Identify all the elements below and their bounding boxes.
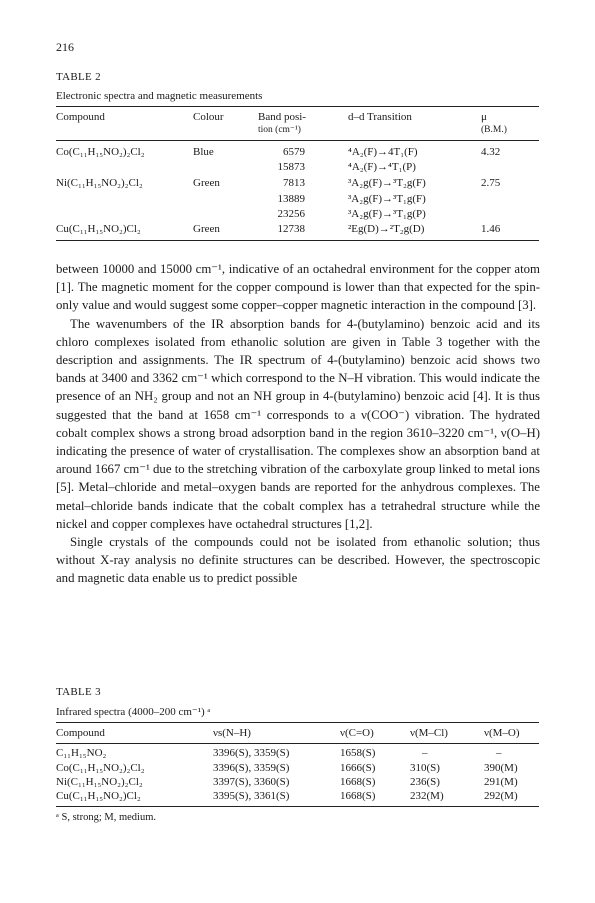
table3-row-3-co: 1668(S) <box>340 776 376 788</box>
table3-bottom-rule <box>56 806 539 807</box>
table2-row-6-compound: Cu(C₁₁H₁₅NO₂)Cl₂ <box>56 223 141 235</box>
table3-row-2-compound: Co(C₁₁H₁₅NO₂)₂Cl₂ <box>56 762 145 774</box>
table2-row-1-band: 6579 <box>283 146 305 158</box>
body-paragraph-1: between 10000 and 15000 cm⁻¹, indicative of an octahedral environment for the copper atom [1]. The magnetic moment for the copper compound is lower than that expected for the spin-only value and would suggest some copper–copper magnetic interaction in the compound [3]. <box>56 262 540 313</box>
table2-row-1-transition: ⁴A₂(F)→4T₁(F) <box>348 146 418 158</box>
table2-header-band-unit: tion (cm⁻¹) <box>258 125 301 135</box>
table2-row-3-compound: Ni(C₁₁H₁₅NO₂)₂Cl₂ <box>56 177 143 189</box>
table3-row-2-nh: 3396(S), 3359(S) <box>213 762 290 774</box>
table2-header-mu-unit: (B.M.) <box>481 125 507 135</box>
table2-row-4-band: 13889 <box>277 193 305 205</box>
table2-row-1-colour: Blue <box>193 146 214 158</box>
table2-header-colour: Colour <box>193 111 224 123</box>
table3-row-2-mo: 390(M) <box>484 762 518 774</box>
table2-row-3-band: 7813 <box>283 177 305 189</box>
table3-caption: Infrared spectra (4000–200 cm⁻¹) ᵃ <box>56 706 211 718</box>
table2-row-2-band: 15873 <box>277 161 305 173</box>
table2-header-compound: Compound <box>56 111 105 123</box>
table3-row-4-co: 1668(S) <box>340 790 376 802</box>
table2-row-5-transition: ³A₂g(F)→³T₁g(P) <box>348 208 426 220</box>
table3-row-4-mcl: 232(M) <box>410 790 444 802</box>
table3-row-2-mcl: 310(S) <box>410 762 440 774</box>
table3-row-3-nh: 3397(S), 3360(S) <box>213 776 290 788</box>
table2-caption: Electronic spectra and magnetic measurements <box>56 90 263 102</box>
table3-row-1-nh: 3396(S), 3359(S) <box>213 747 290 759</box>
table2-row-6-mu: 1.46 <box>481 223 501 235</box>
table2-header-band: Band posi- <box>258 111 306 123</box>
table2-row-4-transition: ³A₂g(F)→³T₁g(F) <box>348 193 426 205</box>
table3-row-1-mo: – <box>496 747 502 759</box>
table3-header-compound: Compound <box>56 727 105 739</box>
table3-row-4-mo: 292(M) <box>484 790 518 802</box>
page-number: 216 <box>56 40 74 54</box>
table2-row-3-mu: 2.75 <box>481 177 501 189</box>
table3-row-1-mcl: – <box>422 747 428 759</box>
table3-row-3-mo: 291(M) <box>484 776 518 788</box>
table3-header-co: ν(C=O) <box>340 727 374 739</box>
table3-row-1-co: 1658(S) <box>340 747 376 759</box>
table2-top-rule <box>56 106 539 107</box>
table2-header-mu: μ <box>481 111 487 123</box>
table3-row-3-compound: Ni(C₁₁H₁₅NO₂)₂Cl₂ <box>56 776 143 788</box>
table3-title: TABLE 3 <box>56 686 101 698</box>
table2-row-3-transition: ³A₂g(F)→³T₂g(F) <box>348 177 426 189</box>
table2-header-transition: d–d Transition <box>348 111 412 123</box>
table3-row-2-co: 1666(S) <box>340 762 376 774</box>
table3-top-rule <box>56 722 539 723</box>
body-text <box>56 260 540 588</box>
table2-header-rule <box>56 140 539 141</box>
body-paragraph-2: The wavenumbers of the IR absorption bands for 4-(butylamino) benzoic acid and its chloro complexes isolated from ethanolic solution are given in Table 3 together with the description and assignments. The IR spectrum of 4-(butylamino) benzoic acid shows two bands at 3400 and 3362 cm⁻¹ which correspond to the N–H vibration. This would indicate the presence of an NH₂ group and not an NH group in 4-(butylamino) benzoic acid [4]. It is thus suggested that the band at 1658 cm⁻¹ corresponds to a ν(COO⁻) vibration. The hydrated cobalt complex shows a strong broad adsorption band in the region 3610–3220 cm⁻¹, ν(O–H) indicating the presence of water of crystallisation. The complexes show an absorption band at around 1667 cm⁻¹ due to the stretching vibration of the carboxylate group linked to metal ions [5]. Metal–chloride and metal–oxygen bands are reported for the anhydrous complexes. The metal–chloride bands indicate that the cobalt complex has a tetrahedral structure while the nickel and copper complexes have octahedral structures [1,2]. <box>56 316 540 531</box>
table3-row-4-compound: Cu(C₁₁H₁₅NO₂)Cl₂ <box>56 790 141 802</box>
table2-title: TABLE 2 <box>56 71 101 83</box>
table2-row-6-band: 12738 <box>277 223 305 235</box>
table2-row-1-compound: Co(C₁₁H₁₅NO₂)₂Cl₂ <box>56 146 145 158</box>
table2-row-6-colour: Green <box>193 223 220 235</box>
table2-row-1-mu: 4.32 <box>481 146 501 158</box>
table3-header-nh: νs(N–H) <box>213 727 251 739</box>
table2-row-3-colour: Green <box>193 177 220 189</box>
table2-row-2-transition: ⁴A₂(F)→⁴T₁(P) <box>348 161 416 173</box>
table2-bottom-rule <box>56 240 539 241</box>
table3-row-1-compound: C₁₁H₁₅NO₂ <box>56 747 107 759</box>
table2-row-5-band: 23256 <box>277 208 305 220</box>
table3-header-mo: ν(M–O) <box>484 727 520 739</box>
table2-row-6-transition: ²Eg(D)→²T₂g(D) <box>348 223 425 235</box>
table3-header-mcl: ν(M–Cl) <box>410 727 448 739</box>
table3-header-rule <box>56 743 539 744</box>
body-paragraph-3: Single crystals of the compounds could not be isolated from ethanolic solution; thus without X-ray analysis no definite structures can be described. However, the spectroscopic and magnetic data enable us to predict possible <box>56 535 540 586</box>
table3-row-3-mcl: 236(S) <box>410 776 440 788</box>
table3-row-4-nh: 3395(S), 3361(S) <box>213 790 290 802</box>
table3-footnote: ᵃ S, strong; M, medium. <box>56 812 157 823</box>
